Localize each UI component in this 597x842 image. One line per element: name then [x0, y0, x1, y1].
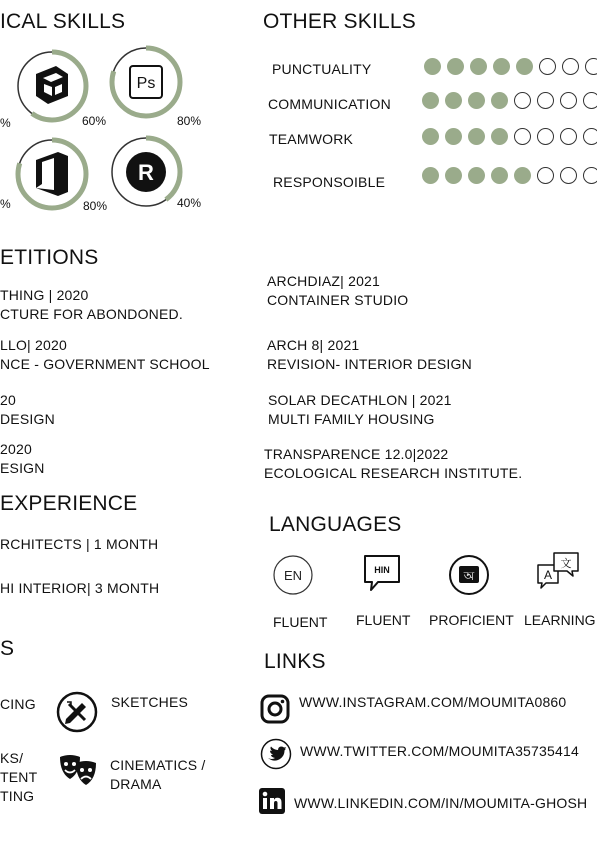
competition-title: TRANSPARENCE 12.0|2022: [264, 446, 449, 462]
rating-dot-filled: [493, 58, 510, 75]
twitter-icon: [260, 738, 292, 770]
competition-title: THING | 2020: [0, 287, 89, 303]
rating-dot-filled: [422, 128, 439, 145]
rating-dot-empty: [537, 167, 554, 184]
skill-label-punctuality: PUNCTUALITY: [272, 61, 372, 77]
hobbies-heading: S: [0, 637, 15, 660]
hobby-label-partial: KS/ TENT TING: [0, 750, 38, 804]
experience-entry: RCHITECTS | 1 MONTH: [0, 536, 159, 552]
competition-subtitle: CONTAINER STUDIO: [267, 292, 409, 308]
rating-dot-filled: [445, 128, 462, 145]
office-skill-icon: [14, 134, 90, 214]
competition-subtitle: REVISION- INTERIOR DESIGN: [267, 356, 472, 372]
rating-dot-filled: [516, 58, 533, 75]
competition-title: 20: [0, 392, 16, 408]
rating-dot-empty: [539, 58, 556, 75]
rating-dot-empty: [560, 92, 577, 109]
rating-dot-filled: [445, 92, 462, 109]
hobby-sketches: SKETCHES: [111, 694, 189, 710]
drama-masks-icon: [58, 753, 98, 789]
competitions-heading: ETITIONS: [0, 246, 99, 269]
other-skills-heading: OTHER SKILLS: [263, 10, 416, 33]
svg-text:A: A: [543, 568, 553, 582]
revit-skill-icon: [108, 132, 184, 212]
sketches-icon: [55, 690, 99, 734]
competition-subtitle: ESIGN: [0, 460, 45, 476]
language-code: EN: [283, 568, 303, 583]
twitter-url[interactable]: WWW.TWITTER.COM/MOUMITA35735414: [300, 743, 579, 759]
linkedin-icon: [258, 787, 286, 815]
competition-entry: [264, 445, 522, 483]
english-language-icon: [272, 554, 314, 596]
competition-subtitle: ECOLOGICAL RESEARCH INSTITUTE.: [264, 465, 523, 481]
office-percent: 80%: [83, 199, 108, 213]
svg-text:文: 文: [560, 557, 572, 570]
rating-dot-filled: [514, 167, 531, 184]
skill-label-teamwork: TEAMWORK: [269, 131, 354, 147]
links-heading: LINKS: [264, 650, 326, 673]
instagram-icon: [259, 693, 291, 725]
rating-dot-filled: [422, 167, 439, 184]
rating-dot-filled: [422, 92, 439, 109]
rating-dot-filled: [424, 58, 441, 75]
competition-entry: [0, 440, 45, 478]
competition-entry: [0, 336, 210, 374]
linkedin-url[interactable]: WWW.LINKEDIN.COM/IN/MOUMITA-GHOSH: [294, 795, 588, 811]
competition-entry: [0, 391, 55, 429]
competition-entry: [268, 391, 452, 429]
instagram-url[interactable]: WWW.INSTAGRAM.COM/MOUMITA0860: [299, 694, 567, 710]
rating-dot-empty: [585, 58, 597, 75]
rating-dot-filled: [491, 92, 508, 109]
rating-dot-empty: [514, 128, 531, 145]
language-code: HIN: [374, 565, 390, 575]
rating-dot-empty: [583, 92, 597, 109]
languages-heading: LANGUAGES: [269, 513, 402, 536]
language-level: LEARNING: [524, 612, 596, 628]
twitter-link[interactable]: [260, 738, 579, 770]
competition-subtitle: MULTI FAMILY HOUSING: [268, 411, 435, 427]
rating-dot-empty: [514, 92, 531, 109]
rating-dot-empty: [560, 167, 577, 184]
translate-icon: [536, 551, 580, 589]
revit-percent: 40%: [177, 196, 202, 210]
experience-heading: EXPERIENCE: [0, 492, 138, 515]
competition-entry: [267, 336, 472, 374]
photoshop-glyph: Ps: [136, 75, 156, 92]
skill-percent-partial: %: [0, 116, 11, 130]
rating-dot-empty: [583, 167, 597, 184]
rating-dot-filled: [468, 128, 485, 145]
hobby-cinematics: CINEMATICS / DRAMA: [110, 757, 206, 792]
language-level: FLUENT: [356, 612, 411, 628]
skill-label-responsible: RESPONSOIBLE: [273, 174, 386, 190]
competition-title: 2020: [0, 441, 32, 457]
competition-title: SOLAR DECATHLON | 2021: [268, 392, 452, 408]
sketchup-percent: 60%: [82, 114, 107, 128]
rating-dot-filled: [470, 58, 487, 75]
skill-label-communication: COMMUNICATION: [268, 96, 391, 112]
rating-dot-empty: [537, 128, 554, 145]
language-level: FLUENT: [273, 614, 328, 630]
experience-entry: HI INTERIOR| 3 MONTH: [0, 580, 160, 596]
competition-title: LLO| 2020: [0, 337, 67, 353]
revit-glyph: R: [138, 160, 154, 185]
instagram-link[interactable]: [259, 693, 566, 725]
bengali-language-icon: [448, 554, 490, 596]
rating-dot-empty: [537, 92, 554, 109]
competition-subtitle: NCE - GOVERNMENT SCHOOL: [0, 356, 210, 372]
photoshop-percent: 80%: [177, 114, 202, 128]
technical-skills-heading: ICAL SKILLS: [0, 10, 126, 33]
skill-percent-partial: %: [0, 197, 11, 211]
competition-subtitle: DESIGN: [0, 411, 55, 427]
rating-dot-empty: [583, 128, 597, 145]
hobby-label-partial: CING: [0, 696, 36, 712]
skill-rating-dots: [422, 128, 597, 145]
photoshop-skill-icon: [108, 42, 184, 122]
hindi-speech-icon: [362, 553, 402, 595]
sketchup-skill-icon: [14, 44, 90, 128]
linkedin-link[interactable]: [258, 787, 587, 815]
rating-dot-filled: [468, 167, 485, 184]
rating-dot-empty: [562, 58, 579, 75]
language-level: PROFICIENT: [429, 612, 514, 628]
competition-title: ARCHDIAZ| 2021: [267, 273, 381, 289]
skill-rating-dots: [422, 92, 597, 109]
rating-dot-filled: [491, 128, 508, 145]
rating-dot-filled: [445, 167, 462, 184]
rating-dot-filled: [447, 58, 464, 75]
rating-dot-filled: [491, 167, 508, 184]
competition-entry: [0, 286, 183, 324]
competition-entry: [267, 272, 408, 310]
skill-rating-dots: [424, 58, 597, 75]
competition-title: ARCH 8| 2021: [267, 337, 360, 353]
language-code: অ: [463, 569, 475, 583]
skill-rating-dots: [422, 167, 597, 184]
competition-subtitle: CTURE FOR ABONDONED.: [0, 306, 183, 322]
rating-dot-empty: [560, 128, 577, 145]
rating-dot-filled: [468, 92, 485, 109]
